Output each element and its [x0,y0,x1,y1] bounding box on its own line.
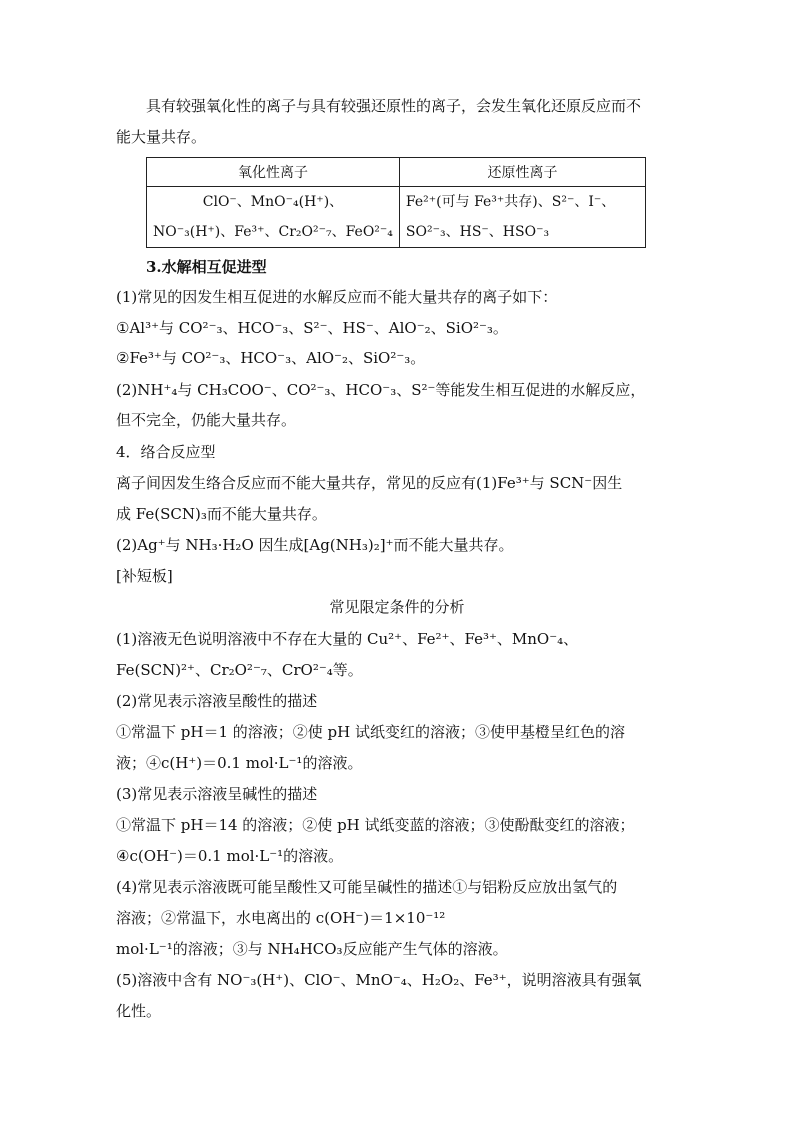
reducing-ions-line-2: SO²⁻₃、HS⁻、HSO⁻₃ [405,224,550,240]
supplement-heading: 常见限定条件的分析 [329,598,465,616]
condition-4-line-1: (4)常见表示溶液既可能呈酸性又可能呈碱性的描述①与铝粉反应放出氢气的 [116,878,618,896]
supplement-tag: [补短板] [116,567,173,585]
section-4-p1-line-1: 离子间因发生络合反应而不能大量共存，常见的反应有(1)Fe³⁺与 SCN⁻因生 [116,474,623,492]
condition-3-title: (3)常见表示溶液呈碱性的描述 [116,785,318,803]
condition-5-line-2: 化性。 [116,1002,162,1020]
condition-3-line-2: ④c(OH⁻)＝0.1 mol·L⁻¹的溶液。 [116,847,344,865]
oxidizing-ions-line-1: ClO⁻、MnO⁻₄(H⁺)、 [202,194,344,210]
ion-table-header-row [147,158,646,187]
section-3-p2: ①Al³⁺与 CO²⁻₃、HCO⁻₃、S²⁻、HS⁻、AlO⁻₂、SiO²⁻₃。 [116,319,508,337]
oxidizing-ions-line-2: NO⁻₃(H⁺)、Fe³⁺、Cr₂O²⁻₇、FeO²⁻₄ [153,224,393,240]
section-4-p2: (2)Ag⁺与 NH₃·H₂O 因生成[Ag(NH₃)₂]⁺而不能大量共存。 [116,536,514,554]
header-reducing-ions: 还原性离子 [399,158,645,187]
condition-1-line-1: (1)溶液无色说明溶液中不存在大量的 Cu²⁺、Fe²⁺、Fe³⁺、MnO⁻₄、 [116,630,579,648]
reducing-ions-cell [399,187,645,248]
condition-2-title: (2)常见表示溶液呈酸性的描述 [116,692,318,710]
condition-2-line-1: ①常温下 pH＝1 的溶液；②使 pH 试纸变红的溶液；③使甲基橙呈红色的溶 [116,723,625,741]
condition-5-line-1: (5)溶液中含有 NO⁻₃(H⁺)、ClO⁻、MnO⁻₄、H₂O₂、Fe³⁺，说明溶液具有强氧 [116,971,642,989]
condition-3-line-1: ①常温下 pH＝14 的溶液；②使 pH 试纸变蓝的溶液；③使酚酞变红的溶液； [116,816,635,834]
oxidizing-ions-cell [147,187,400,248]
section-4-title: 4．络合反应型 [116,443,216,461]
condition-2-line-2: 液；④c(H⁺)＝0.1 mol·L⁻¹的溶液。 [116,754,363,772]
ion-table [146,157,646,248]
section-3-title: 3.水解相互促进型 [146,258,267,276]
ion-table-row [147,187,646,248]
intro-line-1: 具有较强氧化性的离子与具有较强还原性的离子，会发生氧化还原反应而不 [146,97,642,115]
header-oxidizing-ions: 氧化性离子 [147,158,400,187]
condition-4-line-3: mol·L⁻¹的溶液；③与 NH₄HCO₃反应能产生气体的溶液。 [116,940,508,958]
section-3-p1: (1)常见的因发生相互促进的水解反应而不能大量共存的离子如下： [116,288,558,306]
section-3-p4-line-2: 但不完全，仍能大量共存。 [116,411,297,429]
reducing-ions-line-1: Fe²⁺(可与 Fe³⁺共存)、S²⁻、I⁻、 [405,194,616,210]
condition-1-line-2: Fe(SCN)²⁺、Cr₂O²⁻₇、CrO²⁻₄等。 [116,661,363,679]
section-4-p1-line-2: 成 Fe(SCN)₃而不能大量共存。 [116,505,327,523]
intro-line-2: 能大量共存。 [116,128,207,146]
condition-4-line-2: 溶液；②常温下，水电离出的 c(OH⁻)＝1×10⁻¹² [116,909,446,927]
section-3-p4-line-1: (2)NH⁺₄与 CH₃COO⁻、CO²⁻₃、HCO⁻₃、S²⁻等能发生相互促进的水解反应， [116,381,646,399]
section-3-p3: ②Fe³⁺与 CO²⁻₃、HCO⁻₃、AlO⁻₂、SiO²⁻₃。 [116,349,426,367]
